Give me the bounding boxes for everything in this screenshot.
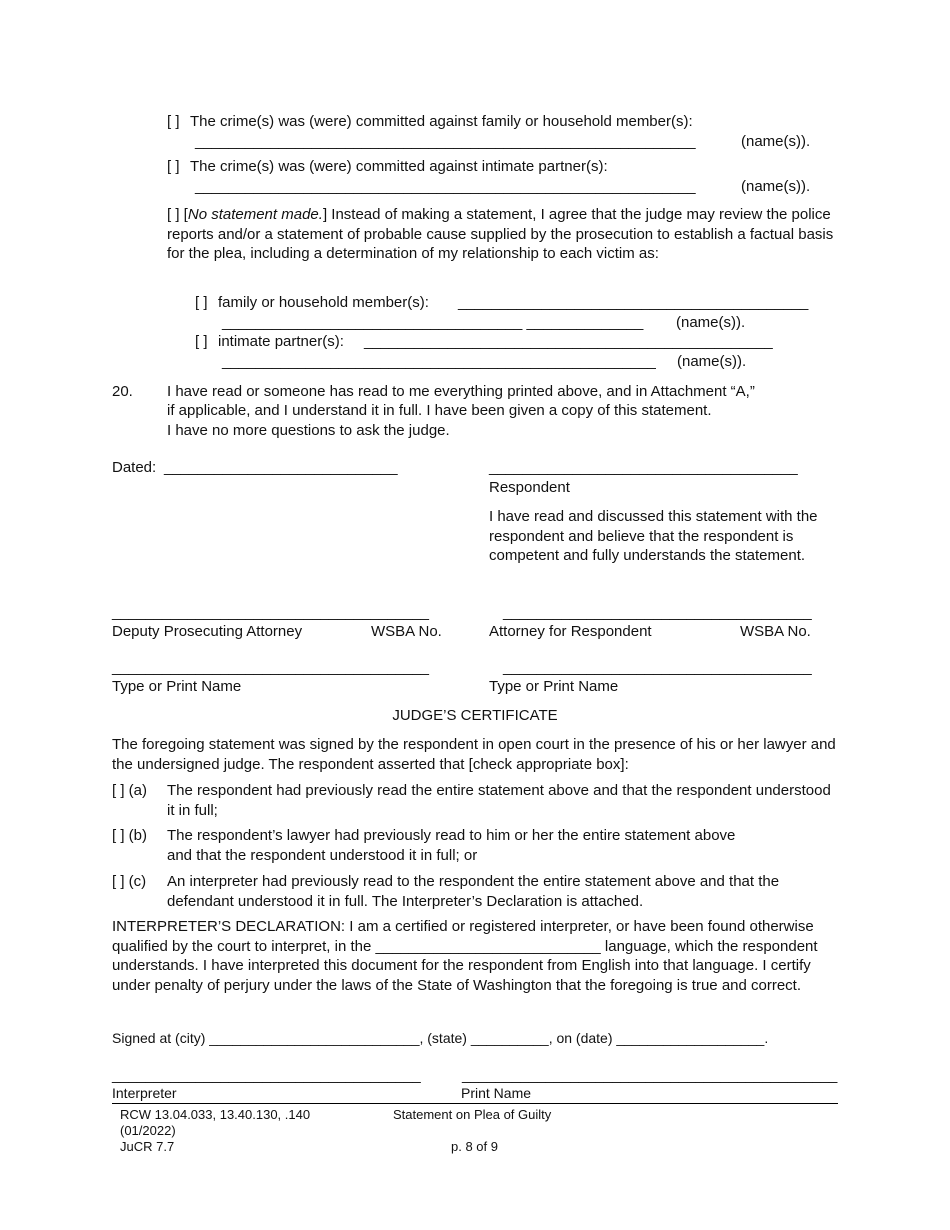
sub-partner-blank-1[interactable]: _________________________________________________ [364,333,773,350]
attorney-name-blank[interactable]: _____________________________________ [503,659,812,676]
family-checkbox[interactable]: [ ] [167,113,180,130]
section-20-line-2: if applicable, and I understand it in full. I have been given a copy of this statement. [167,402,712,419]
family-member-blank[interactable]: ____________________________________________________________ [195,133,696,150]
sub-partner-blank-2[interactable]: ____________________________________________________ [222,353,656,370]
section-20-line-1: I have read or someone has read to me everything printed above, and in Attachment “A,” [167,383,755,400]
footer-rcw: RCW 13.04.033, 13.40.130, .140 [120,1107,311,1122]
option-a-text: The respondent had previously read the entire statement above and that the respondent understood it in full; [167,782,831,819]
sub-family-blank-1[interactable]: __________________________________________ [458,294,809,311]
respondent-signature-blank[interactable]: _____________________________________ [489,459,798,476]
attorney-name-label: Type or Print Name [489,678,619,695]
sub-family-checkbox[interactable]: [ ] [195,294,208,311]
prosecutor-wsba: WSBA No. [371,623,442,640]
interpreter-heading: INTERPRETER’S DECLARATION: [112,918,346,935]
signed-at-line[interactable]: Signed at (city) ___________________________, (state) __________, on (date) ___________________. [112,1030,769,1046]
prosecutor-label: Deputy Prosecuting Attorney [112,623,303,640]
sub-family-label: family or household member(s): [218,294,429,311]
interpreter-label: Interpreter [112,1085,177,1101]
partner-suffix: (name(s)). [741,178,811,195]
interpreter-declaration [112,917,827,995]
footer-rule: JuCR 7.7 [120,1139,175,1154]
sub-partner-checkbox[interactable]: [ ] [195,333,208,350]
partner-text: The crime(s) was (were) committed against intimate partner(s): [190,158,608,175]
section-20-number: 20. [112,383,133,400]
sub-family-blank-2[interactable]: ____________________________________ ______________ [222,314,644,331]
judge-intro: The foregoing statement was signed by the respondent in open court in the presence of his or her lawyer and the undersigned judge. The respondent asserted that [check appropriate box]: [112,736,836,773]
no-statement-text: Instead of making a statement, I agree that the judge may review the police reports and/or a statement of probable cause supplied by the prosecution to establish a factual basis for the plea, including a determination of my relationship to each victim as: [167,206,834,262]
attorney-label: Attorney for Respondent [489,623,652,640]
attorney-wsba: WSBA No. [740,623,811,640]
print-name-blank[interactable]: _____________________________________________ [462,1067,838,1084]
family-member-suffix: (name(s)). [741,133,811,150]
prosecutor-signature-blank[interactable]: ______________________________________ [112,604,430,621]
attorney-signature-blank[interactable]: _____________________________________ [503,604,812,621]
option-b-checkbox[interactable]: [ ] (b) [112,827,148,844]
footer-divider [112,1103,838,1104]
footer-title: Statement on Plea of Guilty [393,1107,552,1122]
interpreter-signature-blank[interactable]: _____________________________________ [112,1067,421,1084]
judge-certificate-title: JUDGE’S CERTIFICATE [392,707,558,724]
footer-page: p. 8 of 9 [451,1139,498,1154]
no-statement-checkbox[interactable]: [ ] [167,206,180,223]
interpreter-text: I am a certified or registered interpreter, or have been found otherwise qualified by the court to interpret, in the ___________________________ language, which the respondent understands. I have interpreted this document for the respondent from English into that language. I certify under penalty of perjury under the laws of the State of Washington that the foregoing is true and correct. [112,918,818,994]
prosecutor-name-blank[interactable]: ______________________________________ [112,659,430,676]
option-b-line-1: The respondent’s lawyer had previously read to him or her the entire statement above [167,827,736,844]
attorney-statement: I have read and discussed this statement with the respondent and believe that the respondent is competent and fully understands the statement. [489,508,818,564]
print-name-label: Print Name [461,1085,532,1101]
sub-partner-suffix: (name(s)). [677,353,747,370]
no-statement-italic: No statement made. [187,206,323,223]
partner-blank[interactable]: ____________________________________________________________ [195,178,696,195]
no-statement-paragraph: [ ] [No statement made.] Instead of making a statement, I agree that the judge may review the police reports and/or a statement of probable cause supplied by the prosecution to establish a factual basis for the plea, including a determination of my relationship to each victim as: [167,206,834,262]
section-20-line-3: I have no more questions to ask the judge. [167,422,450,439]
sub-partner-label: intimate partner(s): [218,333,344,350]
sub-family-suffix: (name(s)). [676,314,746,331]
option-b-line-2: and that the respondent understood it in full; or [167,847,478,864]
partner-checkbox[interactable]: [ ] [167,158,180,175]
prosecutor-name-label: Type or Print Name [112,678,242,695]
family-member-text: The crime(s) was (were) committed against family or household member(s): [190,113,693,130]
respondent-label: Respondent [489,479,570,496]
option-a-checkbox[interactable]: [ ] (a) [112,782,148,799]
option-c-text: An interpreter had previously read to the respondent the entire statement above and that the defendant understood it in full. The Interpreter’s Declaration is attached. [167,873,780,910]
dated-label: Dated: [112,459,157,476]
footer-date: (01/2022) [120,1123,176,1138]
dated-blank[interactable]: ____________________________ [164,459,398,476]
option-c-checkbox[interactable]: [ ] (c) [112,873,147,890]
